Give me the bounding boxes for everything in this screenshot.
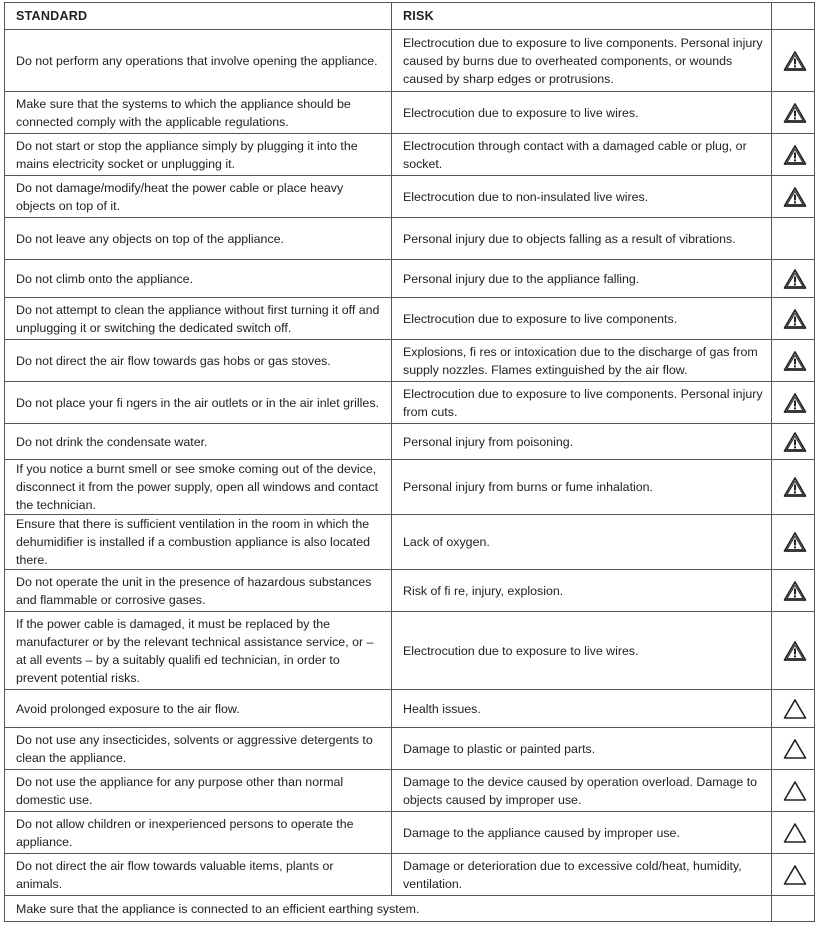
risk-cell: Explosions, fi res or intoxication due to the discharge of gas from supply nozzles. Flames extinguished by the air flow. [392, 340, 772, 382]
warning-triangle-icon [783, 431, 807, 453]
icon-cell [772, 424, 815, 460]
table-row [5, 515, 815, 570]
standard-cell: Do not allow children or inexperienced persons to operate the appliance. [5, 812, 392, 854]
standard-cell: Do not direct the air flow towards valuable items, plants or animals. [5, 854, 392, 896]
warning-triangle-icon [783, 531, 807, 553]
column-header-standard: STANDARD [5, 3, 392, 30]
risk-cell: Lack of oxygen. [392, 515, 772, 570]
icon-cell [772, 812, 815, 854]
table-row [5, 612, 815, 690]
risk-cell: Electrocution due to exposure to live wires. [392, 612, 772, 690]
risk-cell: Electrocution due to non-insulated live wires. [392, 176, 772, 218]
standard-cell: Do not direct the air flow towards gas hobs or gas stoves. [5, 340, 392, 382]
standard-cell: Do not start or stop the appliance simply by plugging it into the mains electricity socket or unplugging it. [5, 134, 392, 176]
risk-cell: Electrocution due to exposure to live components. Personal injury from cuts. [392, 382, 772, 424]
caution-triangle-icon [783, 780, 807, 802]
standard-cell: Do not operate the unit in the presence of hazardous substances and flammable or corrosive gases. [5, 570, 392, 612]
table-row [5, 218, 815, 260]
icon-cell [772, 30, 815, 92]
standard-cell: Do not use any insecticides, solvents or aggressive detergents to clean the appliance. [5, 728, 392, 770]
table-row [5, 424, 815, 460]
warning-triangle-icon [783, 102, 807, 124]
standard-cell: Avoid prolonged exposure to the air flow. [5, 690, 392, 728]
icon-cell [772, 570, 815, 612]
table-row [5, 460, 815, 515]
standard-cell: Do not perform any operations that involve opening the appliance. [5, 30, 392, 92]
table-row [5, 382, 815, 424]
table-row [5, 812, 815, 854]
table-row [5, 690, 815, 728]
icon-cell [772, 612, 815, 690]
standard-cell: Do not leave any objects on top of the appliance. [5, 218, 392, 260]
icon-cell [772, 460, 815, 515]
table-row [5, 340, 815, 382]
risk-cell: Damage to the appliance caused by improper use. [392, 812, 772, 854]
warning-triangle-icon [783, 50, 807, 72]
table-row [5, 30, 815, 92]
table-row [5, 570, 815, 612]
icon-cell [772, 728, 815, 770]
risk-cell: Risk of fi re, injury, explosion. [392, 570, 772, 612]
risk-cell: Electrocution due to exposure to live components. Personal injury caused by burns due to overheated components, or wounds caused by sharp edges or protrusions. [392, 30, 772, 92]
footer-icon-cell [772, 896, 815, 922]
risk-cell: Electrocution through contact with a damaged cable or plug, or socket. [392, 134, 772, 176]
warning-triangle-icon [783, 268, 807, 290]
standard-cell: Do not climb onto the appliance. [5, 260, 392, 298]
icon-cell [772, 690, 815, 728]
table-row [5, 854, 815, 896]
table-row [5, 298, 815, 340]
table-row [5, 92, 815, 134]
risk-cell: Personal injury due to objects falling as a result of vibrations. [392, 218, 772, 260]
warning-triangle-icon [783, 580, 807, 602]
standard-cell: Do not use the appliance for any purpose other than normal domestic use. [5, 770, 392, 812]
standard-cell: Ensure that there is sufficient ventilation in the room in which the dehumidifier is installed if a combustion appliance is also located there. [5, 515, 392, 570]
icon-cell [772, 176, 815, 218]
caution-triangle-icon [783, 864, 807, 886]
footer-row [5, 896, 815, 922]
standard-cell: Do not attempt to clean the appliance without first turning it off and unplugging it or switching the dedicated switch off. [5, 298, 392, 340]
standard-cell: Make sure that the systems to which the appliance should be connected comply with the applicable regulations. [5, 92, 392, 134]
standard-cell: Do not drink the condensate water. [5, 424, 392, 460]
risk-cell: Damage or deterioration due to excessive cold/heat, humidity, ventilation. [392, 854, 772, 896]
header-row [5, 3, 815, 30]
warning-triangle-icon [783, 308, 807, 330]
icon-cell [772, 770, 815, 812]
warning-triangle-icon [783, 350, 807, 372]
icon-cell [772, 340, 815, 382]
risk-cell: Electrocution due to exposure to live components. [392, 298, 772, 340]
icon-cell [772, 92, 815, 134]
icon-cell [772, 260, 815, 298]
risk-cell: Electrocution due to exposure to live wires. [392, 92, 772, 134]
standard-cell: If the power cable is damaged, it must be replaced by the manufacturer or by the relevant technical assistance service, or – at all events – by a suitably qualifi ed technician, in order to prevent potential risks. [5, 612, 392, 690]
warning-triangle-icon [783, 392, 807, 414]
column-header-risk: RISK [392, 3, 772, 30]
table-row [5, 134, 815, 176]
caution-triangle-icon [783, 738, 807, 760]
column-header-icon [772, 3, 815, 30]
standard-cell: Do not place your fi ngers in the air outlets or in the air inlet grilles. [5, 382, 392, 424]
caution-triangle-icon [783, 698, 807, 720]
risk-cell: Damage to plastic or painted parts. [392, 728, 772, 770]
caution-triangle-icon [783, 822, 807, 844]
icon-cell [772, 218, 815, 260]
table-row [5, 176, 815, 218]
standard-cell: If you notice a burnt smell or see smoke coming out of the device, disconnect it from the power supply, open all windows and contact the technician. [5, 460, 392, 515]
risk-cell: Health issues. [392, 690, 772, 728]
icon-cell [772, 298, 815, 340]
warning-triangle-icon [783, 186, 807, 208]
icon-cell [772, 382, 815, 424]
standard-cell: Do not damage/modify/heat the power cable or place heavy objects on top of it. [5, 176, 392, 218]
table-row [5, 260, 815, 298]
table-row [5, 728, 815, 770]
risk-cell: Personal injury from poisoning. [392, 424, 772, 460]
icon-cell [772, 854, 815, 896]
icon-cell [772, 515, 815, 570]
warning-triangle-icon [783, 144, 807, 166]
safety-standards-table [4, 2, 815, 922]
risk-cell: Personal injury due to the appliance falling. [392, 260, 772, 298]
icon-cell [772, 134, 815, 176]
risk-cell: Damage to the device caused by operation overload. Damage to objects caused by improper use. [392, 770, 772, 812]
warning-triangle-icon [783, 640, 807, 662]
footer-note: Make sure that the appliance is connected to an efficient earthing system. [5, 896, 772, 922]
risk-cell: Personal injury from burns or fume inhalation. [392, 460, 772, 515]
table-row [5, 770, 815, 812]
warning-triangle-icon [783, 476, 807, 498]
